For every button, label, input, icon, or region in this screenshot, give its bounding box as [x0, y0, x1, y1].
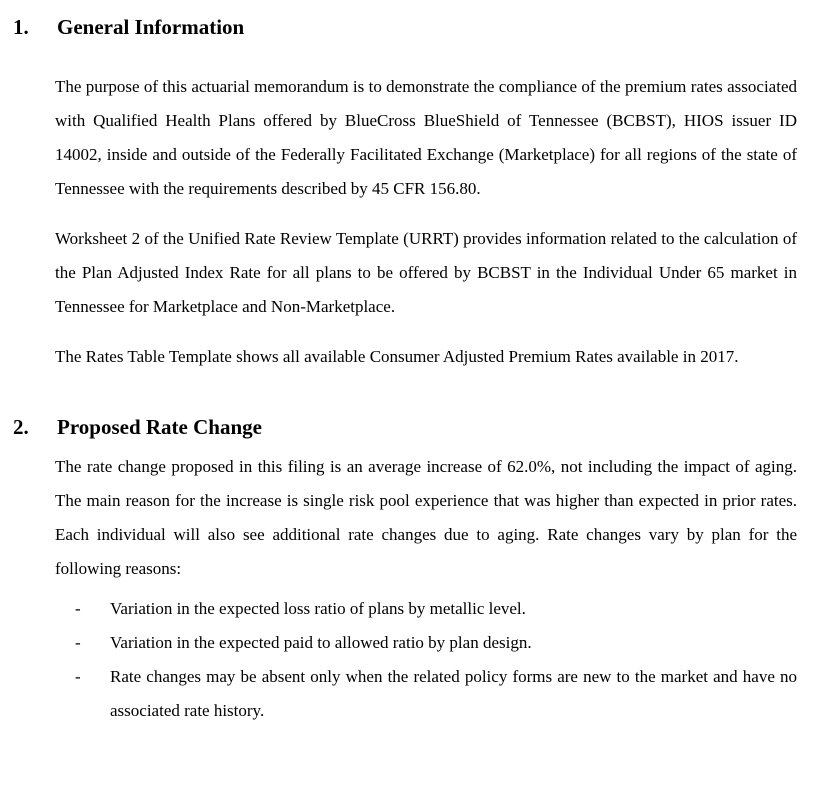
- section-proposed-rate-change: [13, 414, 806, 728]
- paragraph: Worksheet 2 of the Unified Rate Review Template (URRT) provides information related to the calculation of the Plan Adjusted Index Rate for all plans to be offered by BCBST in the Individual Under 65 market in Tennessee for Marketplace and Non-Marketplace.: [55, 229, 802, 316]
- bullet-text: Variation in the expected loss ratio of plans by metallic level.: [110, 599, 526, 618]
- section-title: General Information: [57, 15, 245, 39]
- section-number: 1.: [13, 15, 29, 39]
- bullet-dash: -: [75, 633, 81, 652]
- bullet-dash: -: [75, 667, 81, 686]
- bullet-dash: -: [75, 599, 81, 618]
- section-general-information: [13, 14, 802, 374]
- section-number: 2.: [13, 415, 29, 439]
- paragraph: The purpose of this actuarial memorandum is to demonstrate the compliance of the premium rates associated with Qualified Health Plans offered by BlueCross BlueShield of Tennessee (BCBST), HIOS issuer ID 14002, inside and outside of the Federally Facilitated Exchange (Marketplace) for all regions of the state of Tennessee with the requirements described by 45 CFR 156.80.: [55, 77, 802, 198]
- bullet-item: [75, 660, 797, 728]
- bullet-text: Variation in the expected paid to allowed ratio by plan design.: [110, 633, 532, 652]
- bullet-item: [75, 592, 797, 626]
- section-heading: [13, 14, 797, 40]
- paragraph: The rate change proposed in this filing is an average increase of 62.0%, not including the impact of aging. The main reason for the increase is single risk pool experience that was higher than expected in prior rates. Each individual will also see additional rate changes due to aging. Rate changes vary by plan for the following reasons:: [55, 457, 806, 578]
- section-title: Proposed Rate Change: [57, 415, 262, 439]
- bullet-text: Rate changes may be absent only when the related policy forms are new to the market and have no associated rate history.: [110, 667, 797, 720]
- section-heading: [13, 414, 797, 440]
- bullet-item: [75, 626, 797, 660]
- paragraph: The Rates Table Template shows all available Consumer Adjusted Premium Rates available in 2017.: [55, 347, 739, 366]
